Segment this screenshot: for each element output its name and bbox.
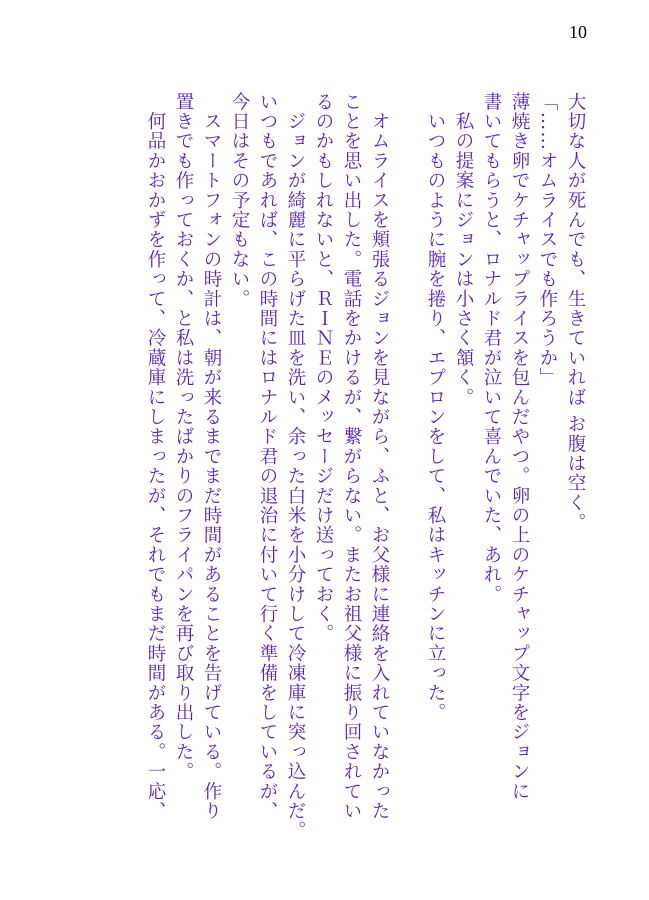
text-line-5: 私の提案にジョンは小さく頷く。 [453,92,474,408]
text-line-9: ことを思い出した。電話をかけるが、繋がらない。またお祖父様に振り回されてい [341,92,362,821]
text-line-13: 今日はその予定もない。 [229,92,250,309]
text-line-14: スマートフォンの時計は、朝が来るまでまだ時間があることを告げている。作り [201,92,222,821]
text-line-3: 薄焼き卵でケチャップライスを包んだやつ。卵の上のケチャップ文字をジョンに [509,92,530,802]
text-line-12: いつもであれば、この時間にはロナルド君の退治に付いて行く準備をしているが、 [257,92,278,821]
text-line-11: ジョンが綺麗に平らげた皿を洗い、余った白米を小分けして冷凍庫に突っ込んだ。 [285,92,306,841]
blank-line [393,92,421,852]
text-line-1: 大切な人が死んでも、生きていれば お腹は空く。 [565,92,586,533]
text-line-2: 「……オムライスでも作ろうか」 [537,92,558,388]
text-line-16: 何品かおかずを作って、冷蔵庫にしまったが、それでもまだ時間がある。一応、 [145,92,166,821]
text-line-6: いつものように腕を捲り、エプロンをして、私はキッチンに立った。 [425,92,446,723]
page-number: 10 [569,22,587,42]
text-line-4: 書いてもらうと、ロナルド君が泣いて喜んでいた、あれ。 [481,92,502,605]
text-line-15: 置きでも作っておくか、と私は洗ったばかりのフライパンを再び取り出した。 [173,92,194,782]
vertical-text-block [141,92,589,852]
text-line-8: オムライスを頬張るジョンを見ながら、ふと、お父様に連絡を入れていなかった [369,92,390,821]
text-line-10: るのかもしれないと、ＲＩＮＥのメッセージだけ送っておく。 [313,92,334,644]
